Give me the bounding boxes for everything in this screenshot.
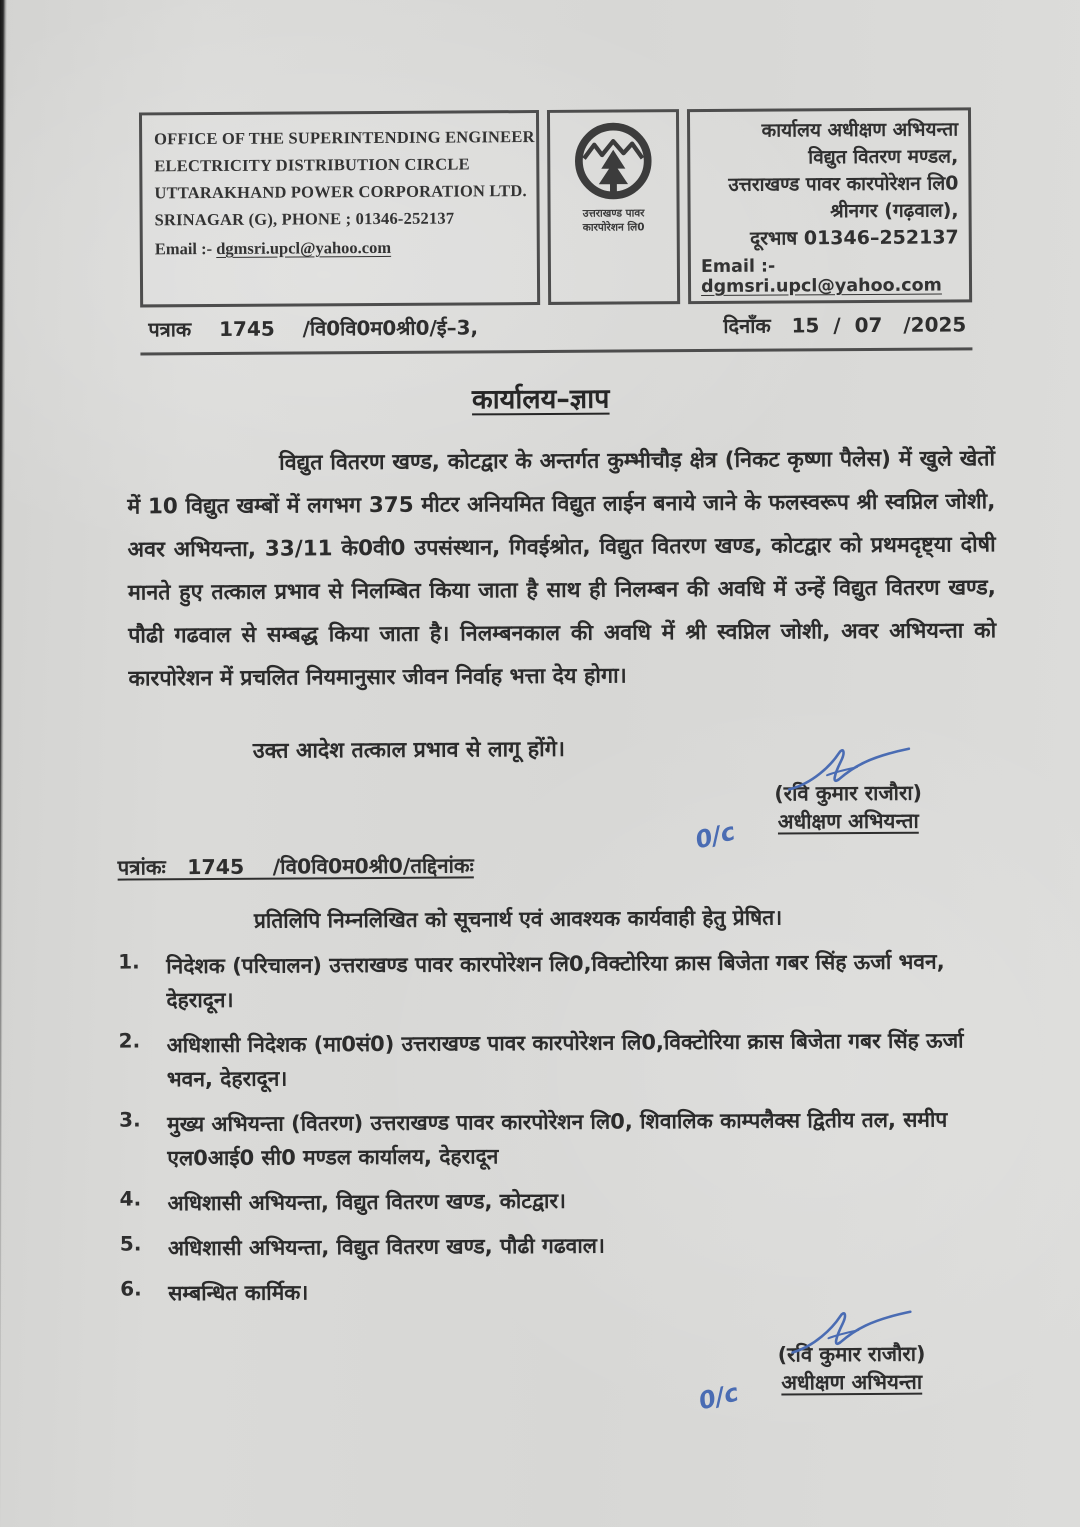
email-label: Email :-	[154, 238, 217, 259]
letterhead-boxes	[139, 107, 972, 307]
office-name-line: UTTARAKHAND POWER CORPORATION LTD.	[154, 181, 527, 203]
copy-letter-number: पत्रांकः 1745 /वि0वि0म0श्री0/तद्दिनांकः	[117, 853, 474, 880]
list-item-text: अधिशासी अभियन्ता, विद्युत वितरण खण्ड, कोटद्वार।	[167, 1188, 567, 1216]
list-item	[119, 1102, 995, 1175]
copy-intro-line: प्रतिलिपि निम्नलिखित को सूचनार्थ एवं आवश्यक कार्यवाही हेतु प्रेषित।	[253, 905, 783, 933]
office-email-line	[155, 237, 527, 259]
email-label: Email :-	[700, 256, 776, 278]
office-phone-hindi-line: दूरभाष 01346–252137	[750, 226, 959, 250]
letter-date: दिनाँक 15 / 07 /2025	[723, 312, 967, 338]
email-address: dgmsri.upcl@yahoo.com	[216, 237, 392, 258]
list-item	[119, 1023, 995, 1096]
logo-caption: कारपोरेशन लि0	[582, 221, 645, 234]
memo-order-line: उक्त आदेश तत्काल प्रभाव से लागू होंगे।	[252, 736, 566, 764]
signature-ink-icon	[783, 745, 913, 798]
office-name-line: ELECTRICITY DISTRIBUTION CIRCLE	[154, 154, 470, 176]
list-item-text: अधिशासी अभियन्ता, विद्युत वितरण खण्ड, पौढी गढवाल।	[167, 1233, 606, 1261]
list-item	[120, 1271, 996, 1310]
email-address: dgmsri.upcl@yahoo.com	[700, 275, 942, 298]
list-item-text: मुख्य अभियन्ता (वितरण) उत्तराखण्ड पावर कारपोरेशन लि0, शिवालिक काम्पलैक्स द्वितीय तल, समीप एल0आई0 सी0 मण्डल कार्यालय, देहरादून	[167, 1107, 948, 1171]
list-item-number: 4.	[119, 1186, 142, 1211]
list-item-number: 3.	[119, 1107, 141, 1132]
list-item-text: अधिशासी निदेशक (मा0सं0) उत्तराखण्ड पावर कारपोरेशन लि0,विक्टोरिया क्रास बिजेता गबर सिंह ऊर्जा भवन, देहरादून।	[166, 1028, 964, 1092]
office-phone-line: SRINAGAR (G), PHONE ; 01346-252137	[154, 208, 455, 230]
oc-handwritten-mark: 0/c	[695, 1378, 742, 1416]
signer-name: (रवि कुमार राजौरा)	[774, 780, 923, 806]
list-item-text: निदेशक (परिचालन) उत्तराखण्ड पावर कारपोरेशन लि0,विक्टोरिया क्रास बिजेता गबर सिंह ऊर्जा भवन, देहरादून।	[166, 949, 945, 1013]
list-item-number: 5.	[119, 1231, 142, 1256]
letterhead-right-box	[687, 107, 972, 304]
list-item	[120, 1181, 996, 1220]
upcl-logo-icon	[570, 120, 657, 207]
oc-handwritten-mark: 0/c	[692, 817, 738, 855]
memo-body-paragraph: विद्युत वितरण खण्ड, कोटद्वार के अन्तर्गत कुम्भीचौड़ क्षेत्र (निकट कृष्णा पैलेस) में खुले खेतों में 10 विद्युत खम्बों में लगभग 375 मीटर अनियमित विद्युत लाईन बनाये जाने के फलस्वरूप श्री स्वप्निल जोशी, अवर अभियन्ता, 33/11 के0वी0 उपसंस्थान, गिवईश्रोत, विद्युत वितरण खण्ड, कोटद्वार को प्रथमदृष्ट्या दोषी मानते हुए तत्काल प्रभाव से निलम्बित किया जाता है साथ ही निलम्बन की अवधि में उन्हें विद्युत वितरण खण्ड, पौढी गढवाल से सम्बद्ध किया जाता है। निलम्बनकाल की अवधि में श्री स्वप्निल जोशी, अवर अभियन्ता को कारपोरेशन में प्रचलित नियमानुसार जीवन निर्वाह भत्ता देय होगा।	[127, 446, 997, 692]
office-name-hindi-line: कार्यालय अधीक्षण अभियन्ता	[761, 118, 959, 142]
office-email-line	[701, 255, 959, 297]
office-name-hindi-line: श्रीनगर (गढ़वाल),	[830, 199, 959, 223]
list-item-text: सम्बन्धित कार्मिक।	[168, 1280, 309, 1306]
reference-date-row	[140, 302, 972, 355]
document-title: कार्यालय–ज्ञाप	[471, 383, 610, 416]
signer-designation: अधीक्षण अभियन्ता	[781, 1369, 923, 1395]
signer-designation: अधीक्षण अभियन्ता	[777, 808, 919, 834]
letter-number: पत्राक 1745 /वि0वि0म0श्री0/ई–3,	[148, 315, 479, 342]
letterhead-logo-box	[547, 109, 680, 305]
office-name-line: OFFICE OF THE SUPERINTENDING ENGINEER	[154, 127, 535, 149]
signature-block-bottom	[695, 1339, 986, 1416]
signature-block-top	[692, 778, 983, 855]
copy-recipient-list	[118, 944, 996, 1310]
list-item	[118, 944, 994, 1017]
list-item-number: 1.	[118, 949, 140, 974]
letterhead-left-box	[139, 110, 540, 307]
list-item-number: 6.	[120, 1276, 142, 1301]
signature-ink-icon	[786, 1306, 916, 1359]
signer-name: (रवि कुमार राजौरा)	[777, 1341, 926, 1367]
list-item	[120, 1226, 996, 1265]
letterhead	[139, 107, 972, 355]
office-name-hindi-line: उत्तराखण्ड पावर कारपोरेशन लि0	[728, 172, 959, 196]
office-name-hindi-line: विद्युत वितरण मण्डल,	[808, 145, 959, 169]
logo-caption: उत्तराखण्ड पावर	[582, 207, 645, 220]
list-item-number: 2.	[118, 1028, 141, 1053]
